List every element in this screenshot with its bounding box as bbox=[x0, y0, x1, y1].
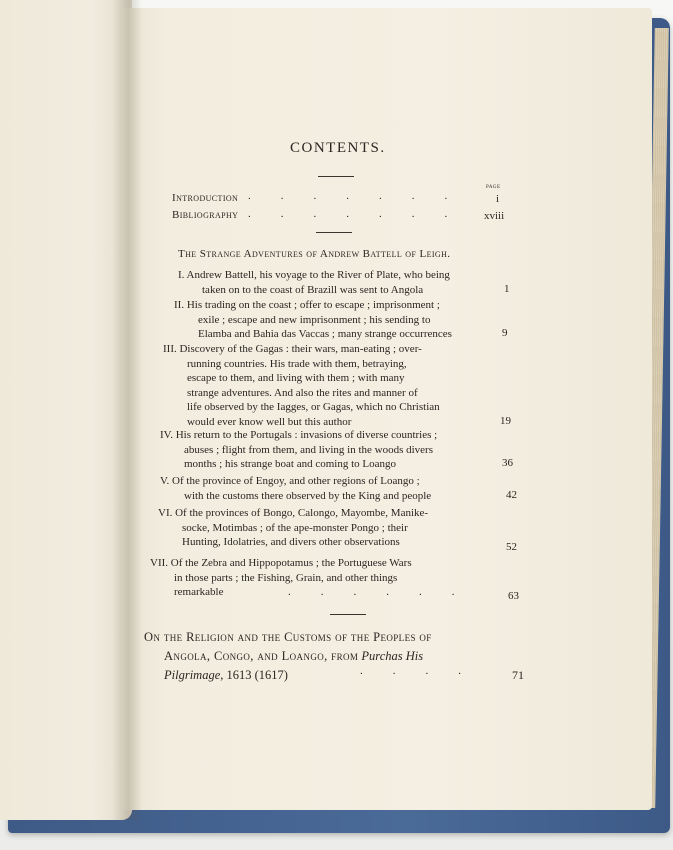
final-entry-line3: Pilgrimage, 1613 (1617) bbox=[164, 668, 288, 682]
page-number: 9 bbox=[502, 327, 508, 339]
section-rule bbox=[316, 232, 352, 233]
chapter-line: abuses ; flight from them, and living in the woods divers bbox=[184, 443, 433, 456]
chapter-line: taken on to the coast of Brazill was sent to Angola bbox=[202, 283, 424, 296]
chapter-line: VII. Of the Zebra and Hippopotamus ; the Portuguese Wars bbox=[150, 557, 412, 569]
title-rule bbox=[318, 176, 354, 177]
chapter-line: months ; his strange boat and coming to Loango bbox=[184, 458, 397, 471]
leader-dots: .​.​.​. bbox=[360, 665, 491, 677]
chapter-entry bbox=[163, 342, 483, 430]
chapter-entry bbox=[178, 268, 490, 297]
page-number: xviii bbox=[484, 210, 505, 222]
leader-dots: .​.​.​.​.​.​. bbox=[248, 190, 478, 202]
divider-rule bbox=[330, 614, 366, 615]
chapter-line: life observed by the Iagges, or Gagas, which no Christian bbox=[187, 401, 440, 414]
leader-dots: .​.​.​.​.​. bbox=[288, 586, 485, 598]
chapter-line: II. His trading on the coast ; offer to escape ; imprisonment ; bbox=[174, 299, 440, 311]
chapter-line: Elamba and Bahia das Vaccas ; many strange occurrences bbox=[198, 328, 452, 341]
page-number: 52 bbox=[506, 541, 517, 553]
page-number: 42 bbox=[506, 489, 517, 501]
chapter-line: VI. Of the provinces of Bongo, Calongo, Mayombe, Manike- bbox=[158, 507, 429, 519]
front-matter-introduction: Introduction bbox=[172, 192, 239, 204]
chapter-entry bbox=[160, 428, 485, 472]
page-number: i bbox=[496, 193, 500, 205]
chapter-line: V. Of the province of Engoy, and other regions of Loango ; bbox=[160, 475, 420, 487]
chapter-line: socke, Motimbas ; of the ape-monster Pongo ; their bbox=[182, 521, 408, 534]
leader-dots: .​.​.​.​.​.​. bbox=[248, 208, 478, 220]
chapter-line: III. Discovery of the Gagas : their wars, man-eating ; over- bbox=[163, 343, 422, 355]
chapter-line: escape to them, and living with them ; with many bbox=[187, 372, 405, 385]
page-title: CONTENTS. bbox=[290, 140, 386, 156]
page-number: 36 bbox=[502, 457, 513, 469]
chapter-line: I. Andrew Battell, his voyage to the River of Plate, who being bbox=[178, 269, 450, 281]
chapter-entry bbox=[174, 298, 484, 342]
page-number: 63 bbox=[508, 590, 519, 602]
front-matter-bibliography: Bibliography bbox=[172, 209, 239, 221]
chapter-line: exile ; escape and new imprisonment ; his sending to bbox=[198, 313, 431, 326]
chapter-entry bbox=[158, 506, 488, 550]
chapter-line: running countries. His trade with them, betraying, bbox=[187, 357, 407, 370]
final-entry-line2: Angola, Congo, and Loango, from Purchas His bbox=[164, 649, 424, 663]
chapter-line: in those parts ; the Fishing, Grain, and other things bbox=[174, 571, 398, 584]
chapter-line: remarkable bbox=[174, 586, 224, 599]
chapter-line: with the customs there observed by the King and people bbox=[184, 489, 432, 502]
section-title: The Strange Adventures of Andrew Battell of Leigh. bbox=[178, 248, 451, 260]
page-column-header: PAGE bbox=[486, 185, 501, 190]
book-gutter bbox=[112, 0, 142, 820]
chapter-line: Hunting, Idolatries, and divers other observations bbox=[182, 536, 400, 549]
chapter-line: strange adventures. And also the rites and manner of bbox=[187, 386, 418, 399]
page-number: 1 bbox=[504, 283, 510, 295]
final-entry-line1: On the Religion and the Customs of the Peoples of bbox=[144, 630, 432, 644]
page-number: 71 bbox=[512, 668, 524, 682]
page-number: 19 bbox=[500, 415, 511, 427]
chapter-entry bbox=[160, 474, 490, 503]
chapter-line: would ever know well but this author bbox=[187, 415, 352, 428]
chapter-line: IV. His return to the Portugals : invasions of diverse countries ; bbox=[160, 429, 438, 441]
